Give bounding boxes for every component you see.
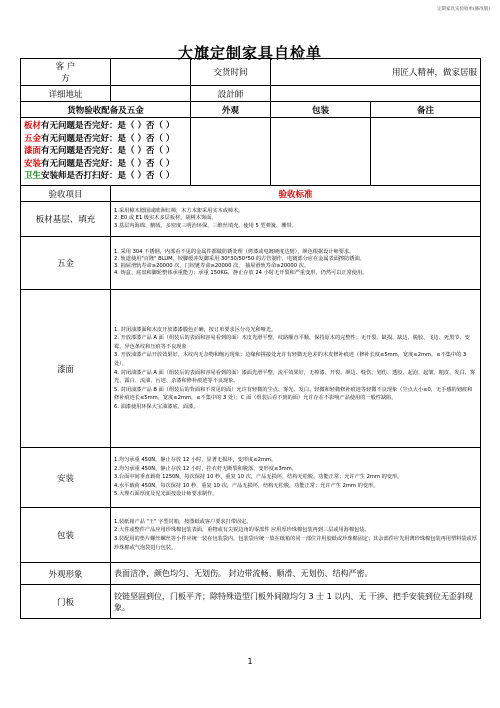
address-label: 详细地址 — [21, 86, 111, 102]
section-label-board: 板材基层、填充 — [21, 202, 111, 237]
remarks-value[interactable] — [371, 118, 481, 186]
check-line-paint[interactable]: 漆面有无问题是否完好：是（ ）否（ ） — [24, 146, 175, 157]
section-row-install — [21, 448, 481, 508]
delivery-time-label: 交货时间 — [191, 59, 271, 86]
section-text-board: 1.采用樟木德国或欧洲红樟，木方木架采用实木或樟木。 2. E0 或 E1 级实木多层板材，胡桃木饰面。 3.基层内海绵、鹅绒、多密度三明治环保、三维丝填充。使用 5 型弹簧、珊带。 — [111, 202, 481, 237]
document-title: 大旗定制家具自检单 — [177, 44, 322, 62]
section-text-packaging: 1.装纸箱产品 "王" 字型封箱，按图纸或客户要求打带固定。 2.大件或整件产品应用珍珠棉包装表面，重物或有尖锐边角的零部件 应用厚珍珠棉包装再到三层或用海棉包装。 3.装配用的垫片螺丝螺丝等小件应统一装在包装袋内。包装袋应统一放在纸箱的同一部位并用胶纸或珍珠棉固定；其余部件应先用薄珍珠棉包装再用塑料袋或厚珍珠棉或气泡袋进行包装。 — [111, 508, 481, 563]
check-line-hygiene[interactable]: 卫生安装师是否打扫好：是（ ）否（ ） — [24, 171, 175, 182]
page-number: 1 — [247, 657, 253, 666]
motto-text: 用匠人精神，做家居服 — [271, 59, 481, 86]
check-list — [21, 118, 191, 186]
section-text-install: 1.均匀承重 450N，静止存放 12 小时，显著无损坏，变形度≤2mm。 2.均匀承重 450N，静止存放 12 小时，挂衣杆无断裂和脱落，变形度≤3mm。 3.台面中间垂直载荷 1250N，每次保持 10 秒，重复 10 次，产品无损坏，结构无松脱，功能正常；允许产生 2mm 的变形。 4.水平载荷 450N，每次保持 10 秒，重复 10 次，产品无损坏，结构无松脱，功能正常；允许产生 2mm 的变形。 5.大理石面厚度及见光面按设计师要求制作。 — [111, 448, 481, 508]
inspection-standard-header: 验收标准 — [111, 186, 481, 202]
appearance-header: 外观 — [191, 102, 271, 118]
goods-check-row — [21, 118, 481, 186]
designer-label: 設計師 — [191, 86, 271, 102]
check-line-hardware[interactable]: 五金有无问题是否完好：是（ ）否（ ） — [24, 133, 175, 144]
address-value[interactable] — [111, 86, 191, 102]
section-row-packaging — [21, 508, 481, 563]
goods-header-row — [21, 102, 481, 118]
packaging-header: 包装 — [271, 102, 371, 118]
section-text-paint: 1. 封闭油漆面和木皮开放漆漆膜色正确，按订单要求区分亮光和哑光。 2. 开放漆漆产品 A 面（组装后的表面和容易看到的面）木皮光滑平整，纹路顺直平顺，保持原木的完整性；无开裂、缺损、缺边、脱胶、飞边、死黑节、变霉、异色条纹和压痕等不良现象 3. 开放油漆产品开放效果好。木纹内无杂物和缩污现象；边缘和拼接处允许有轻微无色差的木皮修补痕迹（修补长度≤5mm，宽度≤2mm。≤不集中的 3 处）。 4. 封闭油漆产品 A 面（组装后的表面和容易看到的面）漆面光滑平整，流平效果好，无掉漆、开裂、颜边、缝伤、划伤、透胶、起泡、起皱、粗皮、发白、雾光、露白、流油、污迹、杂漆和修补痕迹等不良现象。 5. 封闭油漆产品 B 面（组装后的背面和不常见的面）允许有轻微的尘点、雾光、发白、轻微和轻微修补痕迹等轻微不良现象（尘点大小≤0，无手感的划痕和修补痕迹长≤5mm，宽度≤2mm，≤不集中的 3 处）；C 面（组装后看不到的面）允许存在不影响产品使用的一般性缺陷。 6. 油漆使用环保大宝油漆底、面漆。 — [111, 290, 481, 448]
customer-row — [21, 59, 481, 86]
customer-value[interactable] — [111, 59, 191, 86]
criteria-header-row — [21, 186, 481, 202]
section-text-door: 铰链坚固到位，门板平齐；除特殊造型门板外间隙均匀 3 士 1 以内、无 干涉、把手安装到位无歪斜现象。 — [111, 585, 481, 619]
section-label-paint: 漆面 — [21, 290, 111, 448]
designer-value[interactable] — [271, 86, 481, 102]
packaging-value[interactable] — [271, 118, 371, 186]
section-label-hardware: 五金 — [21, 237, 111, 290]
section-text-appearance: 表面洁净、颜色均匀、无划伤。 封边带流畅、顺滑、无划伤、结构严密。 — [111, 563, 481, 585]
section-label-packaging: 包装 — [21, 508, 111, 563]
address-row — [21, 86, 481, 102]
section-label-install: 安装 — [21, 448, 111, 508]
section-row-appearance — [21, 563, 481, 585]
goods-header: 货物验收配备及五金 — [21, 102, 191, 118]
appearance-value[interactable] — [191, 118, 271, 186]
section-row-hardware — [21, 237, 481, 290]
check-line-board[interactable]: 板材有无问题是否完好：是（ ）否（ ） — [24, 121, 175, 132]
inspection-form-table — [20, 58, 481, 619]
check-line-install[interactable]: 安装有无问题是否完好：是（ ）否（ ） — [24, 158, 175, 169]
section-text-hardware: 1. 采用 304 不锈钢，内部看不见的金属件都做防锈处理（烤漆或电镀硬度达到），颜色根据设计师要求。 2. 轨道使用"百隆" BLUM，铰脚缓冲发脚采用 30*30/50*50 的方管制作，电镀部分应在金属表面擦防锈油。 3. 抽屉滑轨寿命≥20000 次，门铰链寿命≥20000 次， 抽屉滑轨寿命≥20000 次。 4. 铸盒、底盘和脚轮整体承重能力：承重 150KG，静止存放 24 小时无开裂和严重变形，仍然可以正常使用。 — [111, 237, 481, 290]
section-row-door — [21, 585, 481, 619]
page-header-note: 定制家具实验收单(修改版) — [436, 7, 490, 12]
inspection-item-header: 验收项目 — [21, 186, 111, 202]
customer-label: 客 户 方 — [21, 59, 111, 86]
section-row-board — [21, 202, 481, 237]
section-label-door: 门板 — [21, 585, 111, 619]
section-row-paint — [21, 290, 481, 448]
remarks-header: 备注 — [371, 102, 481, 118]
section-label-appearance: 外观形象 — [21, 563, 111, 585]
